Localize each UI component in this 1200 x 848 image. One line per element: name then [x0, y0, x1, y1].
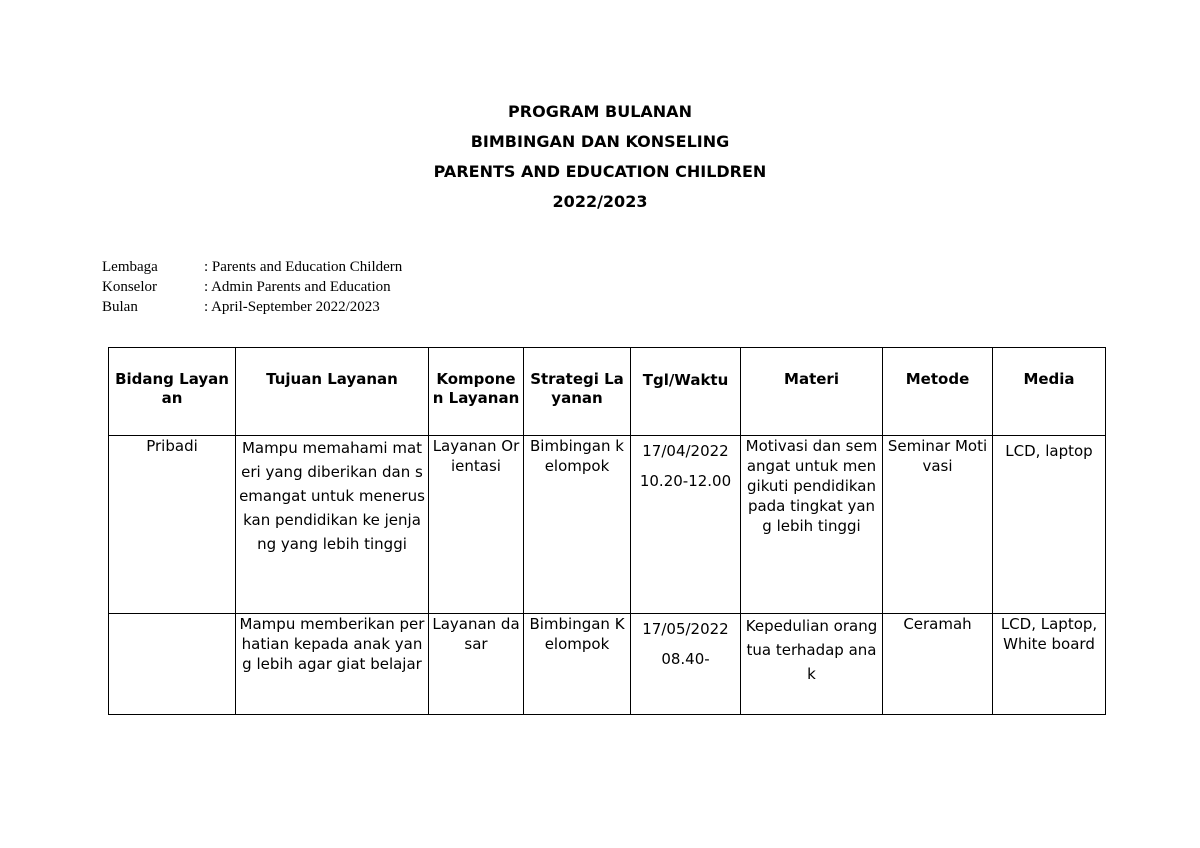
- info-bulan: [102, 299, 380, 316]
- cell-metode: Seminar Motivasi: [883, 436, 993, 614]
- table-row: [109, 614, 1106, 715]
- title-program-bulanan: PROGRAM BULANAN: [508, 102, 692, 121]
- title-year: 2022/2023: [552, 192, 648, 211]
- info-konselor: [102, 279, 391, 296]
- cell-strategi: Bimbingan Kelompok: [524, 614, 631, 715]
- cell-metode: Ceramah: [883, 614, 993, 715]
- header-media: Media: [993, 348, 1106, 436]
- cell-tujuan: Mampu memberikan perhatian kepada anak yang lebih agar giat belajar: [236, 614, 429, 715]
- cell-tujuan: Mampu memahami materi yang diberikan dan semangat untuk meneruskan pendidikan ke jenjang yang lebih tinggi: [236, 436, 429, 614]
- cell-materi: Kepedulian orang tua terhadap anak: [741, 614, 883, 715]
- title-institution: PARENTS AND EDUCATION CHILDREN: [433, 162, 767, 181]
- program-table: [108, 347, 1106, 715]
- info-lembaga: [102, 259, 402, 276]
- cell-tgl-waktu: [631, 436, 741, 614]
- cell-media: LCD, laptop: [993, 436, 1106, 614]
- konselor-label: Konselor: [102, 279, 157, 295]
- cell-komponen: Layanan dasar: [429, 614, 524, 715]
- header-metode: Metode: [883, 348, 993, 436]
- cell-tgl-waktu: [631, 614, 741, 715]
- bulan-value: : April-September 2022/2023: [204, 299, 380, 315]
- header-tujuan-layanan: Tujuan Layanan: [236, 348, 429, 436]
- cell-komponen: Layanan Orientasi: [429, 436, 524, 614]
- table-header-row: [109, 348, 1106, 436]
- header-tgl-waktu: Tgl/Waktu: [631, 348, 741, 436]
- cell-tgl: 17/04/2022: [642, 442, 729, 460]
- cell-materi: Motivasi dan semangat untuk mengikuti pendidikan pada tingkat yang lebih tinggi: [741, 436, 883, 614]
- title-bimbingan-konseling: BIMBINGAN DAN KONSELING: [470, 132, 730, 151]
- cell-waktu: 08.40-: [661, 650, 710, 668]
- table-row: [109, 436, 1106, 614]
- konselor-value: : Admin Parents and Education: [204, 279, 391, 295]
- cell-tgl: 17/05/2022: [642, 620, 729, 638]
- lembaga-value: : Parents and Education Childern: [204, 259, 403, 275]
- bulan-label: Bulan: [102, 299, 138, 315]
- cell-bidang: [109, 614, 236, 715]
- header-bidang-layanan: Bidang Layanan: [109, 348, 236, 436]
- cell-bidang: Pribadi: [109, 436, 236, 614]
- cell-media: LCD, Laptop, White board: [993, 614, 1106, 715]
- cell-waktu: 10.20-12.00: [639, 472, 732, 490]
- header-komponen-layanan: Komponen Layanan: [429, 348, 524, 436]
- cell-strategi: Bimbingan kelompok: [524, 436, 631, 614]
- header-materi: Materi: [741, 348, 883, 436]
- lembaga-label: Lembaga: [102, 259, 158, 275]
- header-strategi-layanan: Strategi Layanan: [524, 348, 631, 436]
